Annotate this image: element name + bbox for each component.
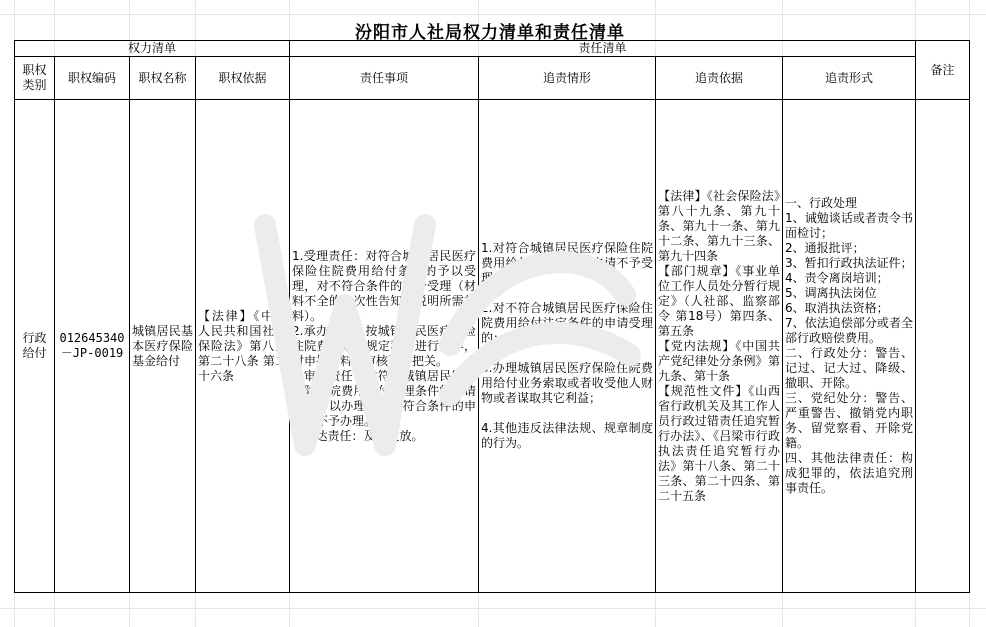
name-header: 职权名称 — [130, 57, 196, 100]
basis-cell: 【法律】《中华人民共和国社会保险法》第八条 第二十八条 第二十六条 — [196, 100, 290, 593]
form-item: 6、取消执法资格； — [785, 301, 889, 315]
accountability-basis-item: 【规范性文件】《山西省行政机关及其工作人员行政过错责任追究暂行办法》、《吕梁市行政执法责任追究暂行办法》第十八条、第二十三条、第二十四条、第二十五条 — [658, 383, 780, 503]
page-title: 汾阳市人社局权力清单和责任清单 — [355, 23, 625, 43]
form-item: 2、通报批评； — [785, 241, 865, 255]
category-cell: 行政给付 — [15, 100, 55, 593]
duty-item: 3.审批责任：对符合城镇居民医疗保险住院费用给付办理条件的申请人准予以办理，对不符合条件的申请人不予办理。 — [292, 368, 476, 428]
duty-item: 1.受理责任：对符合城镇居民医疗保险住院费用给付条件的予以受理，对不符合条件的不予受理（材料不全的一次性告知和说明所需材料）。 — [292, 248, 476, 323]
form-item: 1、诫勉谈话或者责令书面检讨； — [785, 211, 913, 240]
power-list-group-header: 权力清单 — [15, 41, 290, 57]
form-item: 3、暂扣行政执法证件； — [785, 256, 913, 270]
accountability-basis-item: 【法律】《社会保险法》第八十九条、第九十条、第九十一条、第九十二条、第九十三条、第九十四条 — [658, 188, 780, 263]
name-cell: 城镇居民基本医疗保险基金给付 — [130, 100, 196, 593]
responsibility-list-group-header: 责任清单 — [290, 41, 916, 57]
duty-cell — [290, 100, 479, 593]
accountability-basis-header: 追责依据 — [656, 57, 783, 100]
code-cell: 012645340－JP-0019 — [55, 100, 130, 593]
basis-header: 职权依据 — [196, 57, 290, 100]
category-header: 职权类别 — [15, 57, 55, 100]
form-item: 一、行政处理 — [785, 196, 858, 210]
accountability-basis-item: 【党内法规】《中国共产党纪律处分条例》第九条、第十条 — [658, 338, 780, 383]
remark-header: 备注 — [916, 41, 970, 100]
responsibility-table — [14, 40, 970, 593]
duty-header: 责任事项 — [290, 57, 479, 100]
form-item: 5、调离执法岗位 — [785, 286, 877, 300]
form-item: 7、依法追偿部分或者全部行政赔偿费用。 — [785, 316, 913, 345]
form-item: 四、其他法律责任：构成犯罪的，依法追究刑事责任。 — [785, 451, 913, 495]
situation-item: 2.对不符合城镇居民医疗保险住院费用给付法定条件的申请受理的； — [481, 301, 653, 345]
situation-item: 1.对符合城镇居民医疗保险住院费用给付法定条件的申请不予受理的； — [481, 241, 653, 285]
duty-item: 2.承办责任：按城镇居民医疗保险住院费用给付规定程序进行操作，对申报材料的审核严格把关。 — [292, 323, 476, 368]
form-item: 三、党纪处分：警告、严重警告、撤销党内职务、留党察看、开除党籍。 — [785, 391, 913, 450]
situation-header: 追责情形 — [479, 57, 656, 100]
accountability-basis-cell — [656, 100, 783, 593]
situation-cell — [479, 100, 656, 593]
form-cell — [783, 100, 916, 593]
form-item: 二、行政处分：警告、记过、记大过、降级、撤职、开除。 — [785, 346, 913, 390]
situation-item: 4.其他违反法律法规、规章制度的行为。 — [481, 421, 653, 450]
remark-cell — [916, 100, 970, 593]
form-header: 追责形式 — [783, 57, 916, 100]
accountability-basis-item: 【部门规章】《事业单位工作人员处分暂行规定》（人社部、监察部令 第18号）第四条、第五条 — [658, 263, 780, 338]
duty-item: 4.传达责任：及时发放。 — [292, 428, 424, 443]
situation-item: 3.办理城镇居民医疗保险住院费用给付业务索取或者收受他人财物或者谋取其它利益； — [481, 361, 653, 405]
code-header: 职权编码 — [55, 57, 130, 100]
form-item: 4、责令离岗培训； — [785, 271, 889, 285]
